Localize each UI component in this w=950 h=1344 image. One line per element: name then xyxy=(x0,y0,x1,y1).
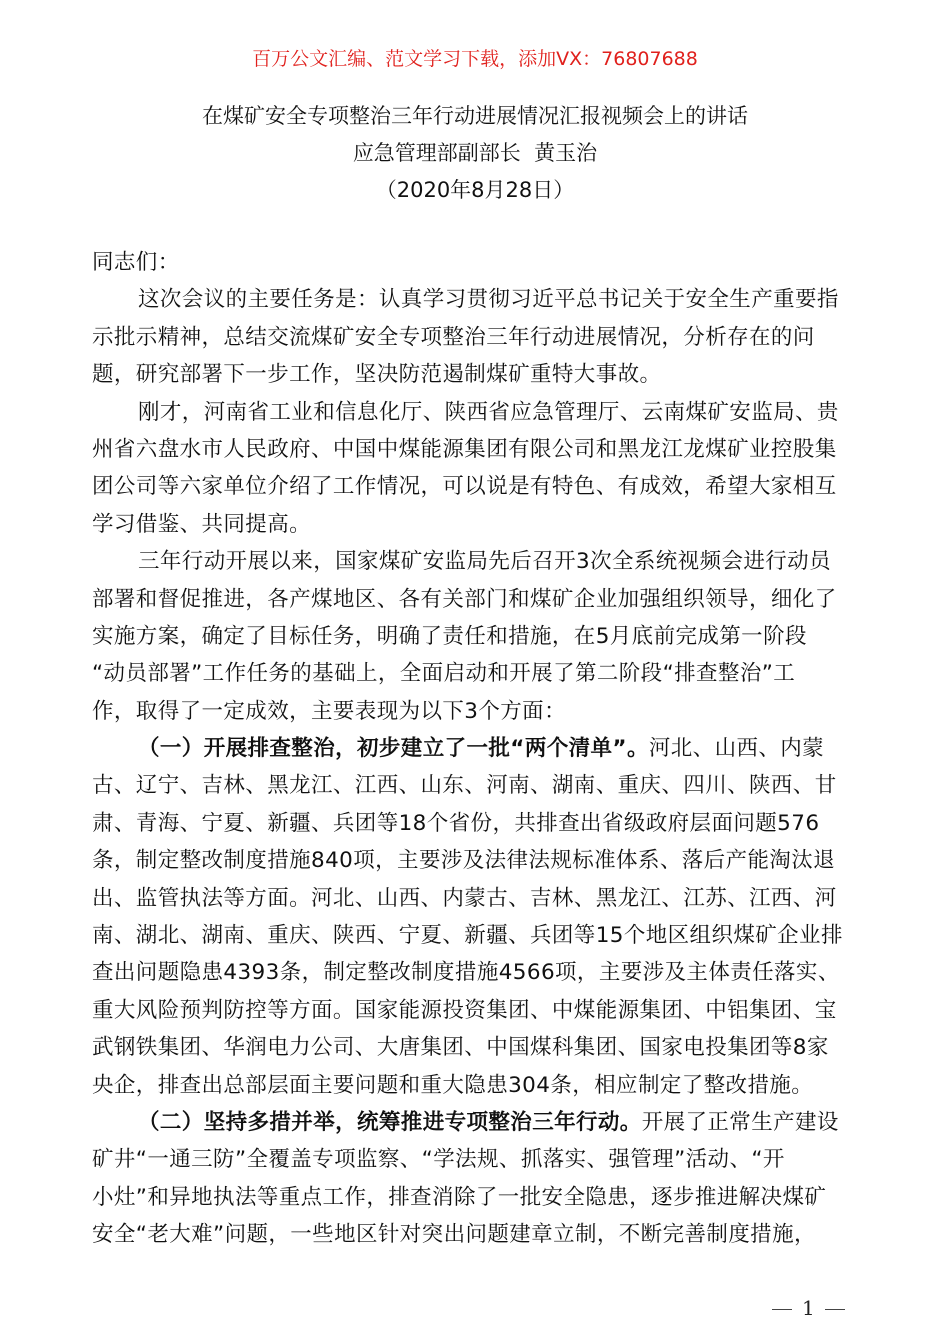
line-text: 实施方案，确定了目标任务，明确了责任和措施，在5月底前完成第一阶段 xyxy=(92,623,807,649)
paragraph-line xyxy=(92,319,860,356)
document-title: 在煤矿安全专项整治三年行动进展情况汇报视频会上的讲话 xyxy=(202,104,748,128)
document-body xyxy=(92,244,860,1254)
speaker-line: 应急管理部副部长 黄玉治 xyxy=(352,141,598,165)
line-text: “动员部署”工作任务的基础上，全面启动和开展了第二阶段“排查整治”工 xyxy=(92,661,796,687)
paragraph-line xyxy=(92,618,860,655)
line-text: 条，制定整改制度措施840项，主要涉及法律法规标准体系、落后产能淘汰退 xyxy=(92,848,836,874)
line-text: 查出问题隐患4393条，制定整改制度措施4566项，主要涉及主体责任落实、 xyxy=(92,960,840,986)
line-text: 三年行动开展以来，国家煤矿安监局先后召开3次全系统视频会进行动员 xyxy=(138,549,831,575)
section-heading-line xyxy=(92,1104,860,1141)
line-text: 刚才，河南省工业和信息化厅、陕西省应急管理厅、云南煤矿安监局、贵 xyxy=(138,399,839,425)
paragraph-line xyxy=(92,805,860,842)
paragraph-line xyxy=(92,468,860,505)
line-text: 小灶”和异地执法等重点工作，排查消除了一批安全隐患，逐步推进解决煤矿 xyxy=(92,1184,827,1210)
paragraph-line xyxy=(92,1141,860,1178)
line-text: 河北、山西、内蒙 xyxy=(648,736,825,762)
line-text: 开展了正常生产建设 xyxy=(641,1109,839,1135)
paragraph-line xyxy=(92,880,860,917)
paragraph-line xyxy=(92,581,860,618)
paragraph-line xyxy=(92,954,860,991)
line-text: 州省六盘水市人民政府、中国中煤能源集团有限公司和黑龙江龙煤矿业控股集 xyxy=(92,436,837,462)
line-text: 出、监管执法等方面。河北、山西、内蒙古、吉林、黑龙江、江苏、江西、河 xyxy=(92,885,837,911)
paragraph-line xyxy=(92,917,860,954)
paragraph-line xyxy=(92,1029,860,1066)
line-text: 示批示精神，总结交流煤矿安全专项整治三年行动进展情况，分析存在的问 xyxy=(92,324,815,350)
line-text: 古、辽宁、吉林、黑龙江、江西、山东、河南、湖南、重庆、四川、陕西、甘 xyxy=(92,773,837,799)
paragraph-line xyxy=(92,356,860,393)
line-text: 安全“老大难”问题，一些地区针对突出问题建章立制，不断完善制度措施， xyxy=(92,1222,816,1248)
section-heading: （二）坚持多措并举，统筹推进专项整治三年行动。 xyxy=(138,1109,642,1135)
line-text: 这次会议的主要任务是：认真学习贯彻习近平总书记关于安全生产重要指 xyxy=(138,287,839,313)
paragraph-line xyxy=(92,992,860,1029)
section-heading-line xyxy=(92,730,860,767)
salutation: 同志们： xyxy=(92,250,180,275)
speech-date: （2020年8月28日） xyxy=(375,178,575,202)
footer-dash-left xyxy=(772,1309,792,1311)
paragraph-line xyxy=(92,431,860,468)
line-text: 南、湖北、湖南、重庆、陕西、宁夏、新疆、兵团等15个地区组织煤矿企业排 xyxy=(92,923,843,949)
paragraph-line xyxy=(92,1179,860,1216)
paragraph-line xyxy=(92,394,860,431)
line-text: 团公司等六家单位介绍了工作情况，可以说是有特色、有成效，希望大家相互 xyxy=(92,474,837,500)
line-text: 题，研究部署下一步工作，坚决防范遏制煤矿重特大事故。 xyxy=(92,362,662,388)
paragraph-line xyxy=(92,1216,860,1253)
line-text: 部署和督促推进，各产煤地区、各有关部门和煤矿企业加强组织领导，细化了 xyxy=(92,586,837,612)
paragraph-line xyxy=(92,1067,860,1104)
paragraph-line xyxy=(92,506,860,543)
paragraph-line xyxy=(92,693,860,730)
page-number: 1 xyxy=(802,1296,815,1320)
line-text: 学习借鉴、共同提高。 xyxy=(92,511,312,537)
line-text: 重大风险预判防控等方面。国家能源投资集团、中煤能源集团、中铝集团、宝 xyxy=(92,997,837,1023)
line-text: 央企，排查出总部层面主要问题和重大隐患304条，相应制定了整改措施。 xyxy=(92,1072,814,1098)
line-text: 肃、青海、宁夏、新疆、兵团等18个省份，共排查出省级政府层面问题576 xyxy=(92,810,820,836)
paragraph-line xyxy=(92,543,860,580)
footer-dash-right xyxy=(825,1309,845,1311)
paragraph-line xyxy=(92,767,860,804)
watermark-banner: 百万公文汇编、范文学习下载，添加VX：76807688 xyxy=(252,48,698,70)
document-header xyxy=(0,98,950,209)
paragraph-line xyxy=(92,281,860,318)
section-heading: （一）开展排查整治，初步建立了一批“两个清单”。 xyxy=(138,736,649,762)
paragraph-line xyxy=(92,655,860,692)
line-text: 作，取得了一定成效，主要表现为以下3个方面： xyxy=(92,698,566,724)
line-text: 武钢铁集团、华润电力公司、大唐集团、中国煤科集团、国家电投集团等8家 xyxy=(92,1035,829,1061)
page-footer xyxy=(762,1296,855,1320)
line-text: 矿井“一通三防”全覆盖专项监察、“学法规、抓落实、强管理”活动、“开 xyxy=(92,1147,785,1173)
paragraph-line xyxy=(92,842,860,879)
